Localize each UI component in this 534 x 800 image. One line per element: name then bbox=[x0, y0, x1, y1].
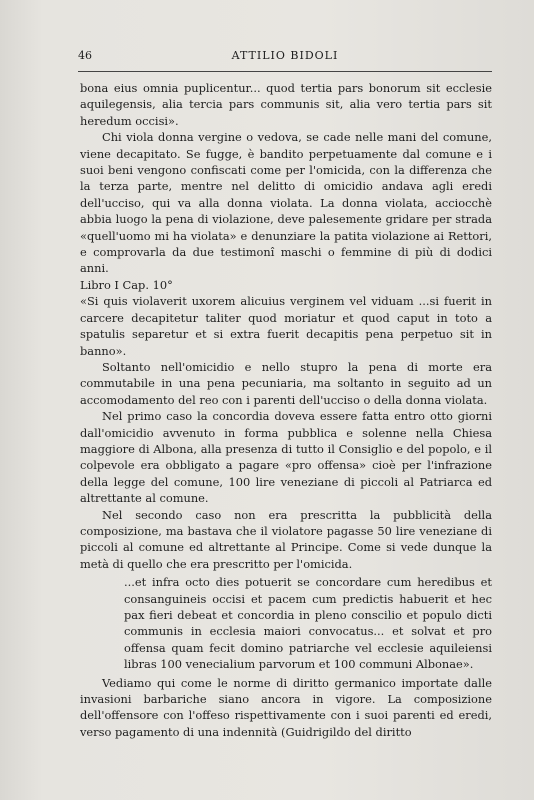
paragraph-first-case: Nel primo caso la concordia doveva essere fatta entro otto giorni dall'omicidio avvenuto in forma pubblica e solenne nella Chiesa maggiore di Albona, alla presenza di tutto il Consiglio e del popolo, e il colpevole era obbligato a pagare «pro offensa» cioè per l'infrazione della legge del comune, 100 lire veneziane di piccoli al Patriarca ed altrettante al comune. bbox=[80, 409, 492, 506]
page-header bbox=[78, 48, 492, 64]
page-number: 46 bbox=[78, 49, 92, 62]
paragraph-commutation: Soltanto nell'omicidio e nello stupro la pena di morte era commutabile in una pena pecuniaria, ma soltanto in seguito ad un accomodamento del reo con i parenti dell'ucciso o della donna violata. bbox=[80, 359, 492, 407]
paragraph-violation: Chi viola donna vergine o vedova, se cade nelle mani del comune, viene decapitato. Se fugge, è bandito perpetuamente dal comune e i suoi beni vengono confiscati come per l'omicida, con la differenza che la terza parte, mentre nel delitto di omicidio andava agli eredi dell'ucciso, qui va alla donna violata. La donna violata, acciocchè abbia luogo la pena di violazione, deve palesemente gridare per strada «quell'uomo mi ha violata» e denunziare la patita violazione ai Rettori, e comprovarla da due testimonî maschi o femmine di più di dodici anni. bbox=[80, 130, 492, 276]
quote-concordia: ...et infra octo dies potuerit se concordare cum heredibus et consanguineis occisi et pacem cum predictis habuerit et hec pax fieri debeat et concordia in pleno conscilio et populo dicti communis in ecclesia maiori convocatus... et solvat et pro offensa quam fecit domino patriarche vel ecclesie aquileiensi libras 100 venecialium parvorum et 100 communi Albonae». bbox=[124, 575, 492, 672]
paragraph-germanic-law: Vediamo qui come le norme di diritto germanico importate dalle invasioni barbariche siano ancora in vigore. La composizione dell'offensore con l'offeso rispettivamente con i suoi parenti ed eredi, verso pagamento di una indennità (Guidrigildo del diritto bbox=[80, 675, 492, 739]
body-text bbox=[80, 80, 492, 740]
running-head: ATTILIO BIDOLI bbox=[231, 49, 339, 62]
statute-reference: Libro I Cap. 10° bbox=[80, 277, 173, 292]
quote-block bbox=[124, 574, 492, 672]
quote-continuation: bona eius omnia puplicentur... quod tertia pars bonorum sit ecclesie aquilegensis, alia tercia pars communis sit, alia vero tertia pars sit heredum occisi». bbox=[80, 81, 492, 128]
paragraph-second-case: Nel secondo caso non era prescritta la pubblicità della composizione, ma bastava che il violatore pagasse 50 lire veneziane di piccoli al comune ed altrettante al Principe. Come si vede dunque la metà di quello che era prescritto per l'omicida. bbox=[80, 507, 492, 571]
header-rule bbox=[78, 71, 492, 72]
quote-statute: «Si quis violaverit uxorem alicuius verginem vel viduam ...si fuerit in carcere decapitetur taliter quod moriatur et quod caput in toto a spatulis separetur et si extra fuerit decapitis pena perpetuo sit in banno». bbox=[80, 294, 492, 358]
